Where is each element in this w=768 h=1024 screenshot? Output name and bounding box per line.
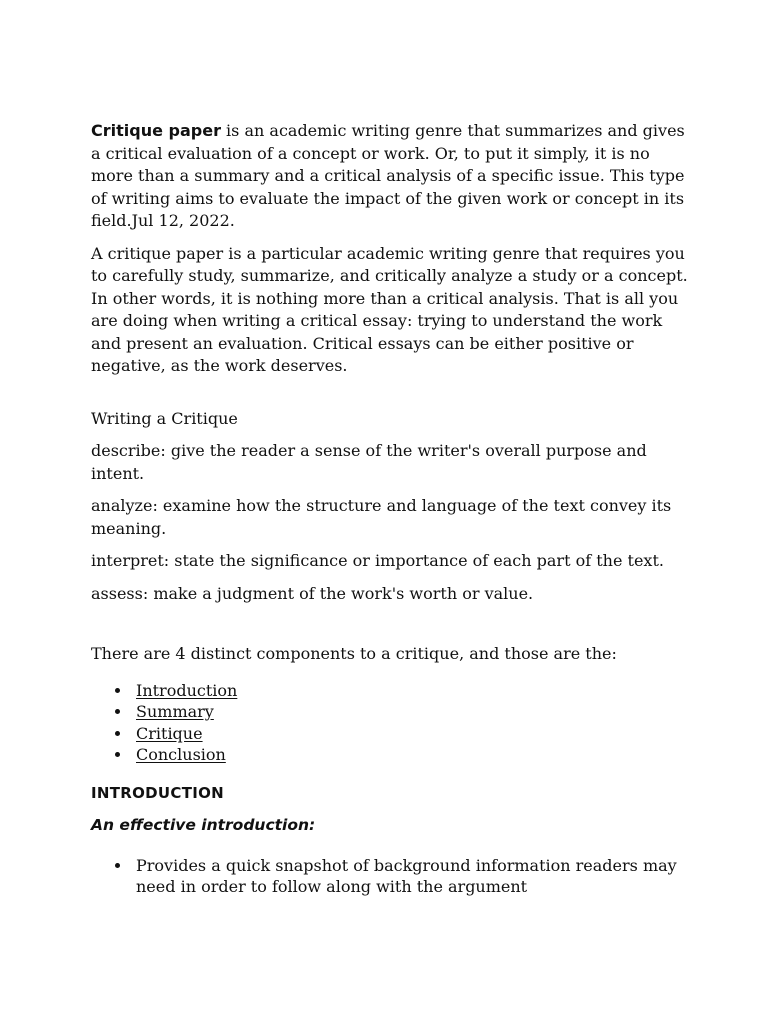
components-intro: There are 4 distinct components to a critique, and those are the:	[91, 644, 617, 663]
components-list	[91, 680, 691, 766]
link-summary[interactable]: Summary	[136, 702, 214, 721]
step-interpret: interpret: state the significance or importance of each part of the text.	[91, 551, 664, 570]
list-item	[91, 744, 691, 766]
step-assess: assess: make a judgment of the work's worth or value.	[91, 583, 534, 603]
explanation-paragraph: A critique paper is a particular academic writing genre that requires you to carefully study, summarize, and critically analyze a study or a concept. In other words, it is nothing more than a critical analysis. That is all you are doing when writing a critical essay: trying to understand the work and present an evaluation. Critical essays can be either positive or negative, as the work deserves.	[91, 243, 688, 375]
definition-text: is an academic writing genre that summarizes and gives a critical evaluation of a concept or work. Or, to put it simply, it is no more than a summary and a critical analysis of a specific issue. This type of writing aims to evaluate the impact of the given work or concept in its field.Jul 12, 2022.	[91, 121, 685, 230]
list-item	[91, 723, 691, 745]
defined-term: Critique paper	[91, 121, 221, 140]
definition-paragraph	[91, 120, 691, 233]
writing-critique-heading: Writing a Critique	[91, 408, 238, 428]
step-analyze: analyze: examine how the structure and language of the text convey its meaning.	[91, 496, 672, 538]
link-critique[interactable]: Critique	[136, 723, 203, 743]
list-item	[91, 855, 691, 898]
document-content	[91, 120, 691, 914]
step-describe: describe: give the reader a sense of the writer's overall purpose and intent.	[91, 441, 647, 483]
list-item	[91, 680, 691, 702]
introduction-heading: INTRODUCTION	[91, 783, 225, 802]
introduction-points-list	[91, 855, 691, 898]
link-conclusion[interactable]: Conclusion	[136, 745, 226, 764]
link-introduction[interactable]: Introduction	[136, 680, 238, 700]
effective-introduction-subheading: An effective introduction:	[91, 816, 316, 834]
introduction-point-text: Provides a quick snapshot of background information readers may need in order to follow along with the argument	[136, 855, 677, 896]
list-item	[91, 701, 691, 723]
